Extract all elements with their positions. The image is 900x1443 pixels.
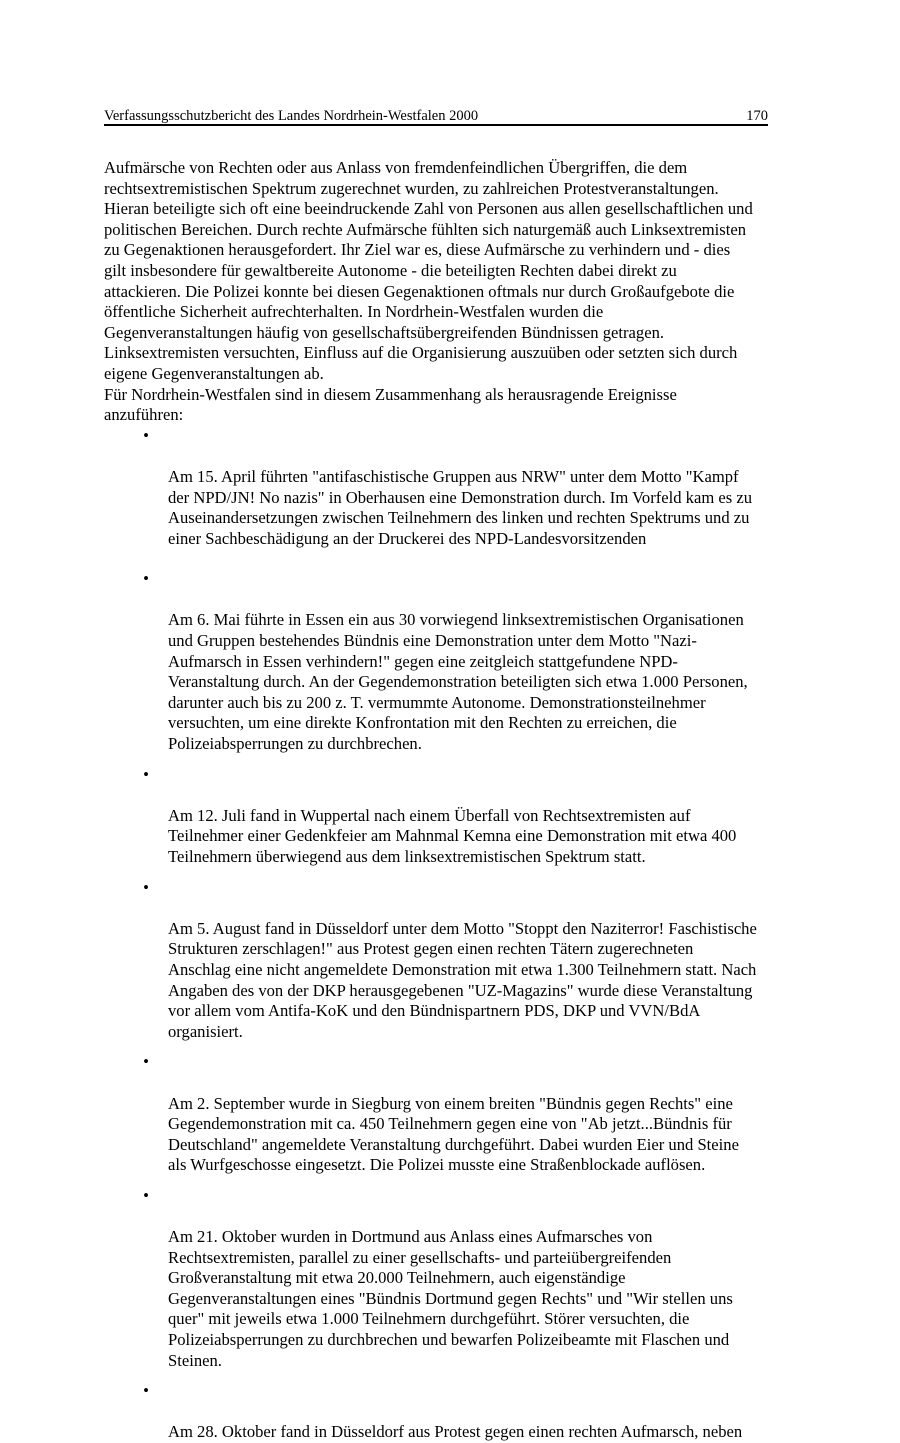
list-item-text: Am 6. Mai führte in Essen ein aus 30 vorwiegend linksextremistischen Organisationen und Gruppen bestehendes Bündnis eine Demonstration unter dem Motto "Nazi- Aufmarsch in Essen verhindern!" gegen eine zeitgleich stattgefundene NPD- Veranstaltung durch. An der Gegendemonstration beteiligten sich etwa 1.000 Personen, darunter auch bis zu 200 z. T. vermummte Autonome. Demonstrationsteilnehmer versuchten, um eine direkte Konfrontation mit den Rechten zu erreichen, die Polizeiabsperrungen zu durchbrechen. [168, 610, 748, 754]
list-item-text: Am 5. August fand in Düsseldorf unter dem Motto "Stoppt den Naziterror! Faschistische Strukturen zerschlagen!" aus Protest gegen einen rechten Tätern zugerechneten Anschlag eine nicht angemeldete Demonstration mit etwa 1.300 Teilnehmern statt. Nach Angaben des von der DKP herausgegebenen "UZ-Magazins" wurde diese Veranstaltung vor allem vom Antifa-KoK und den Bündnispartnern PDS, DKP und VVN/BdA organisiert. [168, 918, 757, 1041]
header-title: Verfassungsschutzbericht des Landes Nordrhein-Westfalen 2000 [104, 108, 479, 124]
list-item [104, 569, 804, 754]
list-item-text: Am 21. Oktober wurden in Dortmund aus Anlass eines Aufmarsches von Rechtsextremisten, parallel zu einer gesellschafts- und parteiübergreifenden Großveranstaltung mit etwa 20.000 Teilnehmern, auch eigenständige Gegenveranstaltungen eines "Bündnis Dortmund gegen Rechts" und "Wir stellen uns quer" mit jeweils etwa 1.000 Teilnehmern durchgeführt. Störer versuchten, die Polizeiabsperrungen zu durchbrechen und bewarfen Polizeibeamte mit Flaschen und Steinen. [168, 1227, 733, 1370]
bullet-icon: • [143, 569, 149, 589]
list-item-text: Am 15. April führten "antifaschistische Gruppen aus NRW" unter dem Motto "Kampf der NPD/JN! No nazis" in Oberhausen eine Demonstration durch. Im Vorfeld kam es zu Auseinandersetzungen zwischen Teilnehmern des linken und rechten Spektrums und zu einer Sachbeschädigung an der Druckerei des NPD-Landesvorsitzenden [168, 466, 753, 548]
list-item [104, 1381, 804, 1443]
event-list [104, 426, 804, 1443]
body-text [104, 158, 804, 1443]
paragraph-events-lead: Für Nordrhein-Westfalen sind in diesem Zusammenhang als herausragende Ereignisse anzuführen: [104, 384, 677, 425]
list-item [104, 1052, 804, 1176]
list-item-text: Am 28. Oktober fand in Düsseldorf aus Protest gegen einen rechten Aufmarsch, neben [168, 1422, 743, 1442]
list-item [104, 1186, 804, 1371]
list-item [104, 426, 804, 550]
bullet-icon: • [143, 1185, 149, 1205]
bullet-icon: • [143, 1052, 149, 1072]
list-item [104, 765, 804, 868]
bullet-icon: • [143, 764, 149, 784]
list-item [104, 878, 804, 1043]
header-rule [104, 124, 768, 126]
page-header [104, 107, 768, 125]
list-item-text: Am 2. September wurde in Siegburg von einem breiten "Bündnis gegen Rechts" eine Gegendemonstration mit ca. 450 Teilnehmern gegen eine von "Ab jetzt...Bündnis für Deutschland" angemeldete Veranstaltung durchgeführt. Dabei wurden Eier und Steine als Wurfgeschosse eingesetzt. Die Polizei musste eine Straßenblockade auflösen. [168, 1093, 739, 1175]
list-item-text: Am 12. Juli fand in Wuppertal nach einem Überfall von Rechtsextremisten auf Teilnehmer einer Gedenkfeier am Mahnmal Kemna eine Demonstration mit etwa 400 Teilnehmern überwiegend aus dem linksextremistischen Spektrum statt. [168, 805, 737, 866]
paragraph-intro: Aufmärsche von Rechten oder aus Anlass von fremdenfeindlichen Übergriffen, die dem rechtsextremistischen Spektrum zugerechnet wurden, zu zahlreichen Protestveranstaltungen. Hieran beteiligte sich oft eine beeindruckende Zahl von Personen aus allen gesellschaftlichen und politischen Bereichen. Durch rechte Aufmärsche fühlten sich naturgemäß auch Linksextremisten zu Gegenaktionen herausgefordert. Ihr Ziel war es, diese Aufmärsche zu verhindern und - dies gilt insbesondere für gewaltbereite Autonome - die beteiligten Rechten dabei direkt zu attackieren. Die Polizei konnte bei diesen Gegenaktionen oftmals nur durch Großaufgebote die öffentliche Sicherheit aufrechterhalten. In Nordrhein-Westfalen wurden die Gegenveranstaltungen häufig von gesellschaftsübergreifenden Bündnissen getragen. Linksextremisten versuchten, Einfluss auf die Organisierung auszuüben oder setzten sich durch eigene Gegenveranstaltungen ab. [104, 158, 753, 383]
bullet-icon: • [143, 877, 149, 897]
bullet-icon: • [143, 425, 149, 445]
bullet-icon: • [143, 1381, 149, 1401]
page-number: 170 [746, 108, 768, 124]
